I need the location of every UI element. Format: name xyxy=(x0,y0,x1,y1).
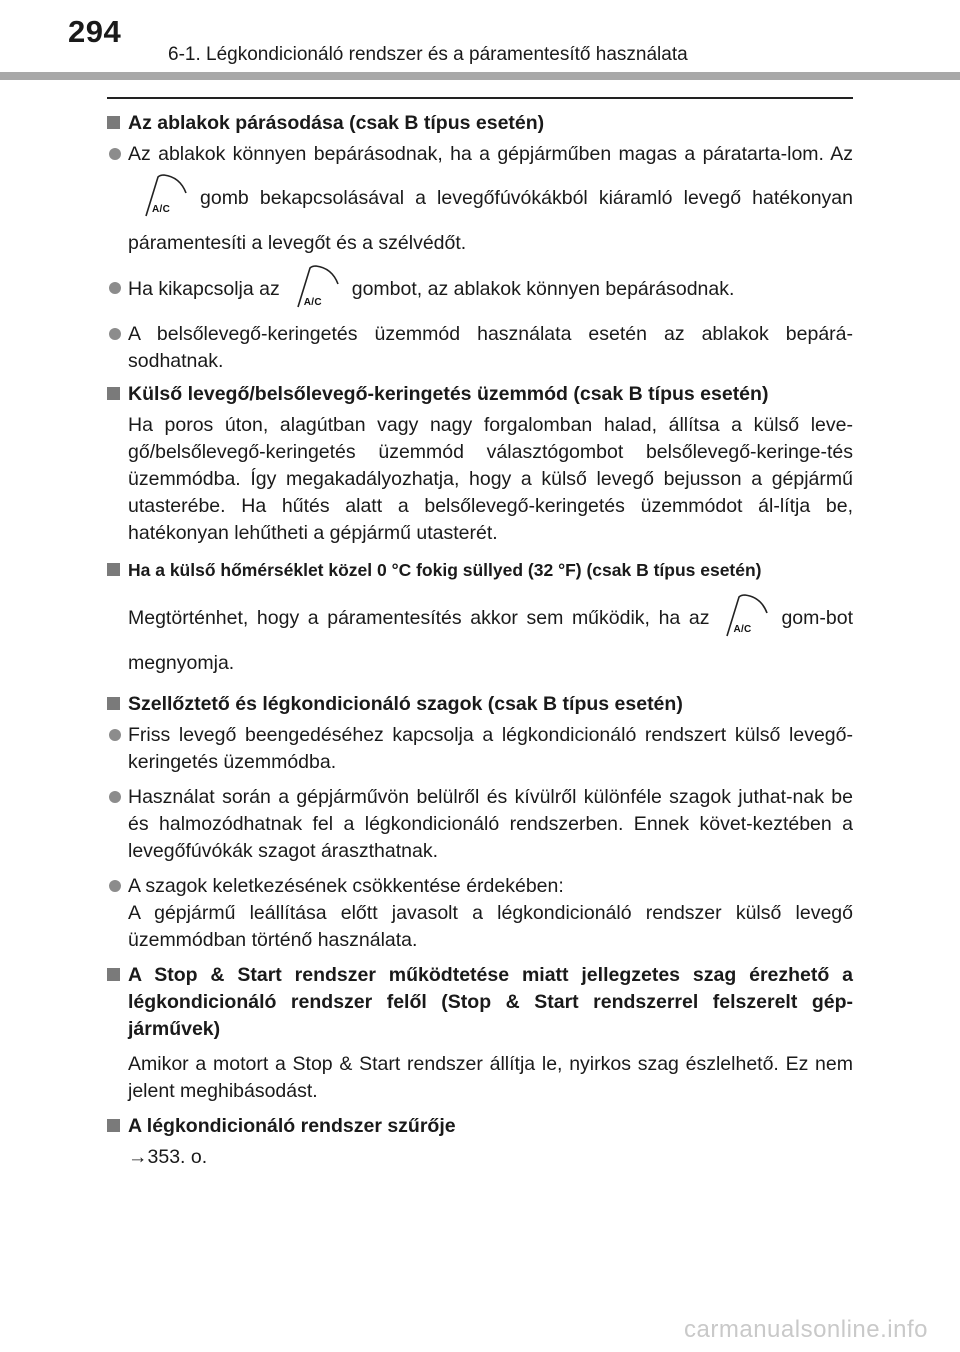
page-reference-link[interactable]: →353. o. xyxy=(128,1145,208,1168)
chapter-title: 6-1. Légkondicionáló rendszer és a páramentesítő használata xyxy=(168,44,688,65)
circle-bullet-icon xyxy=(109,729,121,741)
arrow-right-icon: → xyxy=(128,1145,148,1168)
circle-bullet-icon xyxy=(109,148,121,160)
watermark: carmanualsonline.info xyxy=(684,1316,928,1343)
list-item: Használat során a gépjárművön belülről és kívülről különféle szagok juthat-nak be és halmozódhatnak fel a légkondicionáló rendszerben. Ennek követ-keztében a levegőfúvókák szagot áraszthatnak. xyxy=(107,784,853,865)
page-content xyxy=(107,104,853,1171)
ac-button-icon: A/C xyxy=(721,594,769,638)
section-title-ventilation-odors: Szellőztető és légkondicionáló szagok (csak B típus esetén) xyxy=(107,691,853,718)
square-bullet-icon xyxy=(107,563,120,576)
circle-bullet-icon xyxy=(109,282,121,294)
page-header xyxy=(0,0,960,80)
section-title-air-recirculation: Külső levegő/belsőlevegő-keringetés üzemmód (csak B típus esetén) xyxy=(107,381,853,408)
ac-button-icon: A/C xyxy=(292,265,340,309)
circle-bullet-icon xyxy=(109,791,121,803)
paragraph: Amikor a motort a Stop & Start rendszer állítja le, nyirkos szag észlelhető. Ez nem jelent meghibásodást. xyxy=(128,1052,853,1102)
section-title-stop-start-odor: A Stop & Start rendszer működtetése miatt jellegzetes szag érezhető a légkondicionáló rendszer felől (Stop & Start rendszerrel felszerelt gép-járművek) xyxy=(107,962,853,1043)
section-title-window-fogging: Az ablakok párásodása (csak B típus esetén) xyxy=(107,110,853,137)
list-item: A szagok keletkezésének csökkentése érdekében: A gépjármű leállítása előtt javasolt a légkondicionáló rendszer külső levegő üzemmódban történő használata. xyxy=(107,873,853,954)
list-item: A belsőlevegő-keringetés üzemmód használata esetén az ablakok bepárá-sodhatnak. xyxy=(107,321,853,375)
list-item: Az ablakok könnyen bepárásodnak, ha a gépjárműben magas a páratarta-lom. Az A/C gomb bekapcsolásával a levegőfúvókákból kiáramló levegő hatékonyan páramentesíti a levegőt és a szélvédőt. xyxy=(107,141,853,265)
ac-button-icon: A/C xyxy=(140,174,188,218)
header-divider xyxy=(0,72,960,80)
list-item: Friss levegő beengedéséhez kapcsolja a légkondicionáló rendszert külső levegő-keringetés üzemmódba. xyxy=(107,722,853,776)
square-bullet-icon xyxy=(107,697,120,710)
square-bullet-icon xyxy=(107,968,120,981)
circle-bullet-icon xyxy=(109,328,121,340)
section-title-low-temperature: Ha a külső hőmérséklet közel 0 °C fokig süllyed (32 °F) (csak B típus esetén) xyxy=(107,557,853,584)
circle-bullet-icon xyxy=(109,880,121,892)
page-number: 294 xyxy=(68,14,122,49)
square-bullet-icon xyxy=(107,1119,120,1132)
section-rule xyxy=(107,97,853,99)
square-bullet-icon xyxy=(107,387,120,400)
section-title-ac-filter: A légkondicionáló rendszer szűrője xyxy=(107,1113,853,1140)
square-bullet-icon xyxy=(107,116,120,129)
paragraph: Megtörténhet, hogy a páramentesítés akkor sem működik, ha az A/C gom-bot megnyomja. xyxy=(128,596,853,685)
list-item: Ha kikapcsolja az A/C gombot, az ablakok könnyen bepárásodnak. xyxy=(107,265,853,313)
paragraph: Ha poros úton, alagútban vagy nagy forgalomban halad, állítsa a külső leve-gő/belsőlevegő-keringetés üzemmód választógombot belsőlevegő-keringe-tés üzemmódba. Így megakadályozhatja, hogy a külső levegő bejusson a gépjármű utasterébe. Ha hűtés alatt a belsőlevegő-keringetés üzemmódot ál-lítja be, hatékonyan lehűtheti a gépjármű utasterét. xyxy=(128,413,853,544)
